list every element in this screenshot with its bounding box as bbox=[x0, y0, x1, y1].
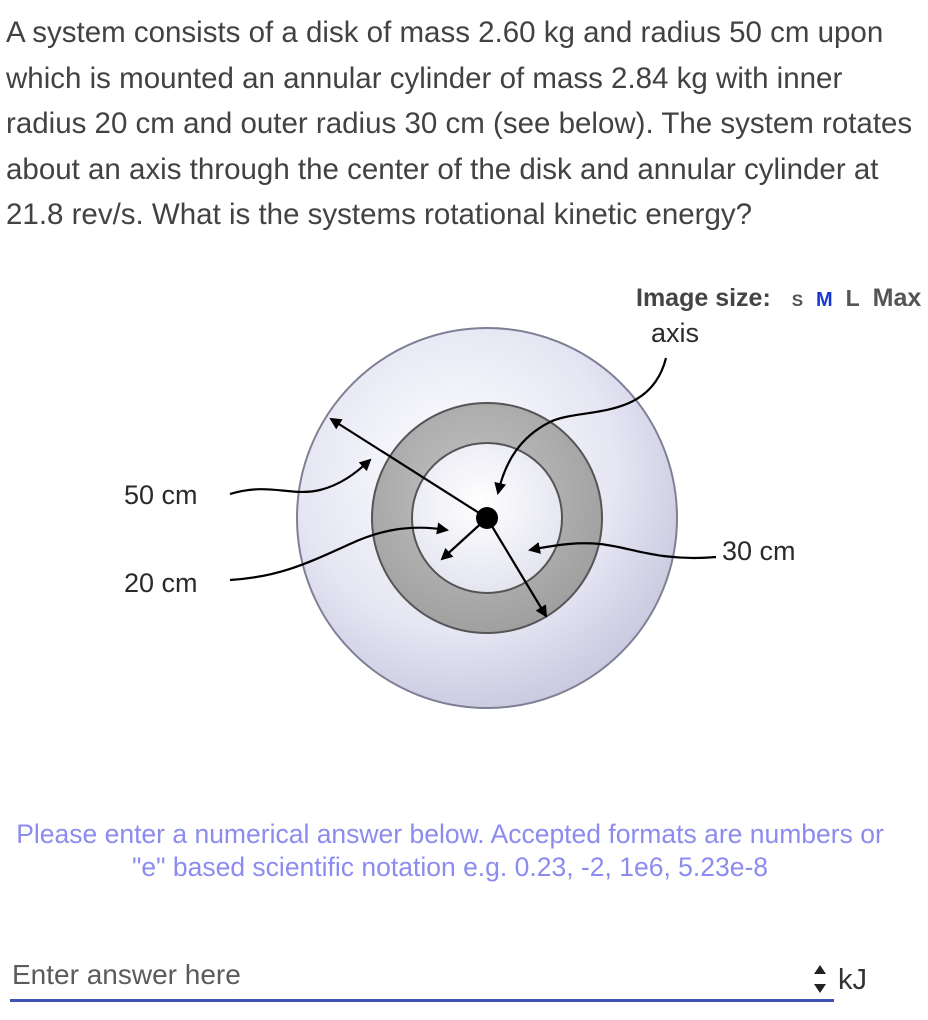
answer-input[interactable] bbox=[10, 952, 834, 1002]
disk-diagram-svg bbox=[110, 312, 830, 722]
image-size-option-max[interactable]: Max bbox=[872, 284, 922, 312]
image-size-option-l[interactable]: L bbox=[845, 285, 860, 311]
disk-diagram bbox=[110, 312, 830, 722]
image-size-selector bbox=[636, 284, 921, 313]
axis-label: axis bbox=[651, 318, 700, 348]
image-size-option-s[interactable]: S bbox=[791, 291, 804, 310]
answer-row bbox=[10, 952, 920, 1012]
axis-center-dot bbox=[476, 507, 498, 529]
number-spinner-icon[interactable] bbox=[810, 962, 830, 996]
image-size-option-m[interactable]: M bbox=[816, 289, 833, 311]
answer-unit: kJ bbox=[838, 964, 867, 996]
image-size-label: Image size: bbox=[636, 284, 771, 312]
answer-format-hint: Please enter a numerical answer below. Accepted formats are numbers or "e" based scientific notation e.g. 0.23, -2, 1e6, 5.23e-8 bbox=[16, 819, 884, 882]
question-text: A system consists of a disk of mass 2.60 kg and radius 50 cm upon which is mounted an annular cylinder of mass 2.84 kg with inner radius 20 cm and outer radius 30 cm (see below). The system rotates about an axis through the center of the disk and annular cylinder at 21.8 rev/s. What is the systems rotational kinetic energy? bbox=[6, 16, 913, 231]
label-20cm: 20 cm bbox=[124, 568, 198, 598]
label-30cm: 30 cm bbox=[722, 536, 796, 566]
label-50cm: 50 cm bbox=[124, 480, 198, 510]
